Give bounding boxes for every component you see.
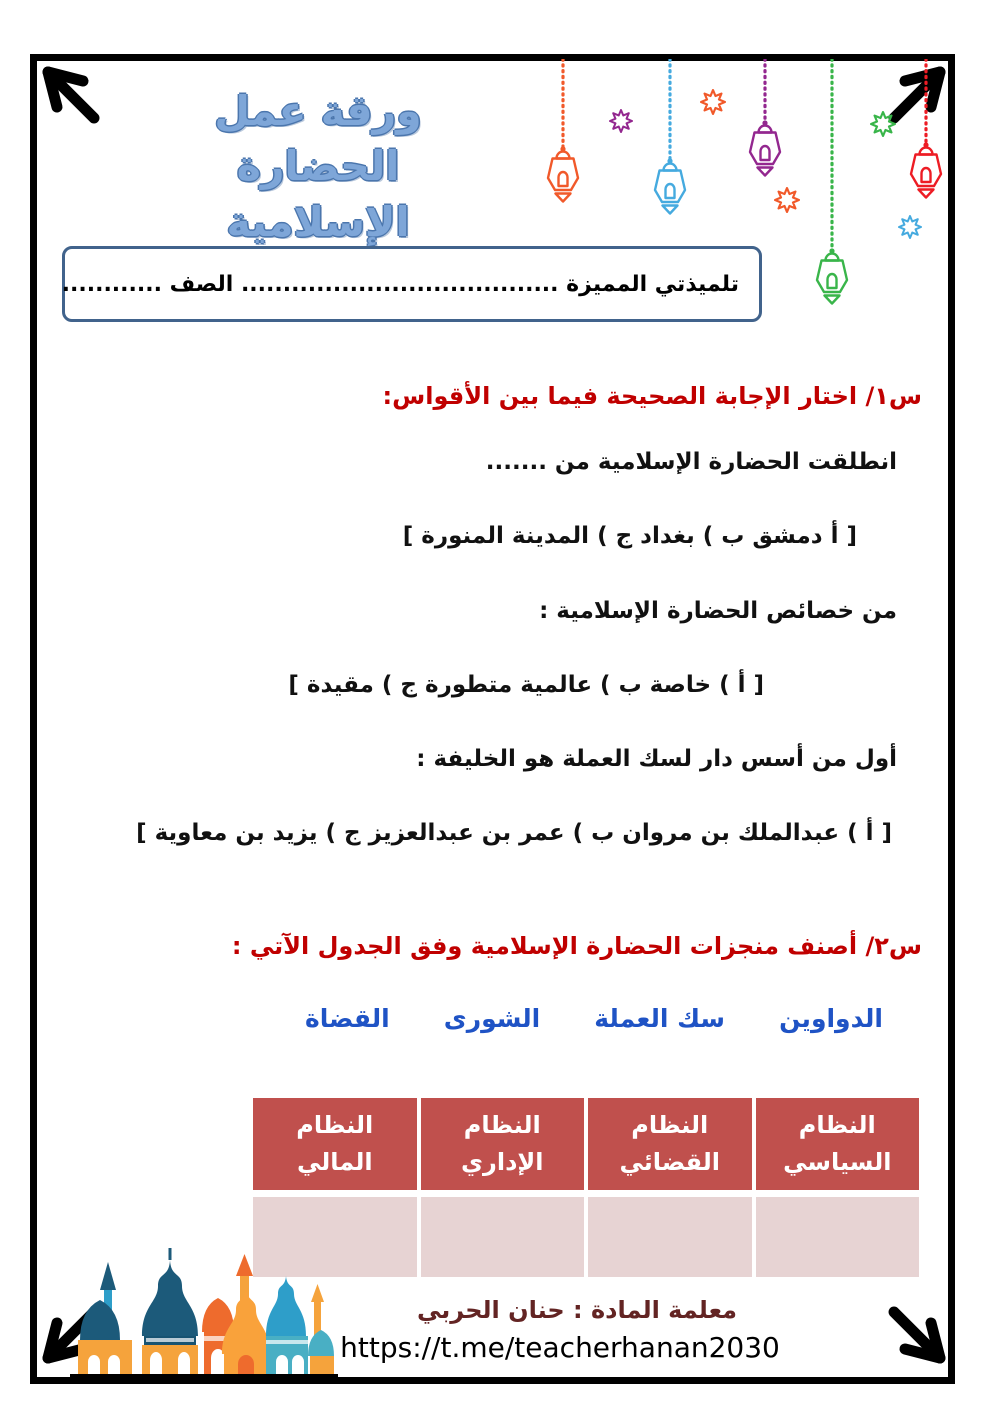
student-name-label: تلميذتي المميزة ...................................... الصف ............ xyxy=(61,271,739,297)
word-bank-item: الشورى xyxy=(443,1004,541,1033)
teacher-name: معلمة المادة : حنان الحربي xyxy=(416,1296,738,1324)
q1-options-3: [ أ ) عبدالملك بن مروان ب ) عمر بن عبدالعزيز ج ) يزيد بن معاوية ] xyxy=(136,820,892,846)
table-empty-cell xyxy=(421,1197,585,1277)
achievements-table xyxy=(253,1098,919,1277)
word-bank-item: سك العملة xyxy=(594,1004,725,1033)
q2-heading: س٢/ أصنف منجزات الحضارة الإسلامية وفق الجدول الآتي : xyxy=(231,932,922,960)
word-bank xyxy=(305,1004,883,1033)
q1-question-3: أول من أسس دار لسك العملة هو الخليفة : xyxy=(416,746,897,772)
q1-options-2: [ أ ) خاصة ب ) عالمية متطورة ج ) مقيدة ] xyxy=(288,672,764,698)
q1-heading: س١/ اختار الإجابة الصحيحة فيما بين الأقواس: xyxy=(382,382,922,410)
q1-question-1: انطلقت الحضارة الإسلامية من ....... xyxy=(485,449,897,475)
telegram-link[interactable]: https://t.me/teacherhanan2030 xyxy=(340,1331,780,1364)
q1-question-2: من خصائص الحضارة الإسلامية : xyxy=(539,598,897,624)
student-name-box xyxy=(62,246,762,322)
table-empty-cell xyxy=(588,1197,752,1277)
worksheet-title-line1: ورقة عمل xyxy=(214,87,422,135)
worksheet-title xyxy=(146,84,490,250)
table-empty-cell xyxy=(756,1197,920,1277)
table-empty-cell xyxy=(253,1197,417,1277)
table-header-cell: النظام المالي xyxy=(253,1098,417,1190)
q1-options-1: [ أ دمشق ب ) بغداد ج ) المدينة المنورة ] xyxy=(402,523,857,549)
table-header-cell: النظام الإداري xyxy=(421,1098,585,1190)
table-header-cell: النظام السياسي xyxy=(756,1098,920,1190)
worksheet-title-line2: الحضارة الإسلامية xyxy=(226,142,410,246)
word-bank-item: الدواوين xyxy=(779,1004,883,1033)
table-header-cell: النظام القضائي xyxy=(588,1098,752,1190)
word-bank-item: القضاة xyxy=(305,1004,390,1033)
